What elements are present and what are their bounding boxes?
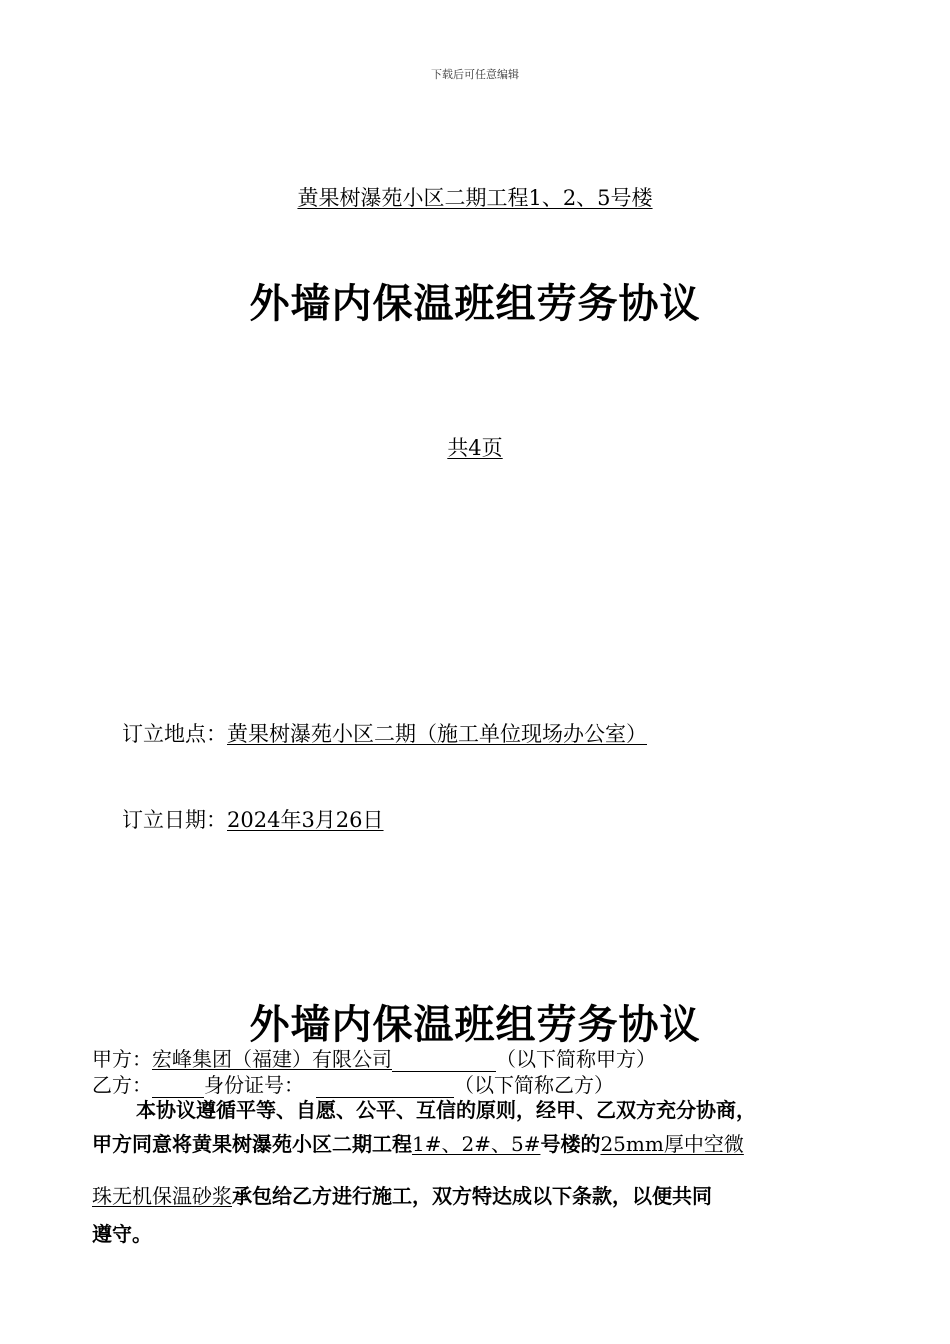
material-part-2: 珠无机保温砂浆 <box>92 1184 232 1208</box>
signing-place <box>122 718 647 748</box>
party-b-id-label: 身份证号： <box>204 1073 304 1097</box>
signing-date-value: 2024年3月26日 <box>227 808 384 832</box>
party-b-label: 乙方： <box>92 1073 152 1097</box>
agreement-title: 外墙内保温班组劳务协议 <box>249 1002 701 1048</box>
signing-date-label: 订立日期： <box>122 808 227 832</box>
header-note: 下载后可任意编辑 <box>431 68 519 81</box>
body-line-2 <box>92 1128 744 1157</box>
body-line-3 <box>92 1180 712 1209</box>
party-a-line <box>92 1043 656 1072</box>
project-name: 黄果树瀑苑小区二期工程1、2、5号楼 <box>297 186 653 210</box>
body-line-3-post: 承包给乙方进行施工，双方特达成以下条款，以便共同 <box>232 1184 712 1208</box>
body-line-4: 遵守。 <box>92 1222 152 1246</box>
party-a-suffix: （以下简称甲方） <box>496 1047 656 1071</box>
buildings: 1#、2#、5# <box>412 1132 541 1156</box>
signing-date <box>122 804 384 834</box>
party-b-suffix: （以下简称乙方） <box>454 1073 614 1097</box>
page-count: 共4页 <box>447 436 503 460</box>
body-line-1: 本协议遵循平等、自愿、公平、互信的原则，经甲、乙双方充分协商， <box>136 1098 756 1122</box>
document-title: 外墙内保温班组劳务协议 <box>249 281 701 327</box>
body-line-2-pre: 甲方同意将黄果树瀑苑小区二期工程 <box>92 1132 412 1156</box>
party-a-name: 宏峰集团（福建）有限公司 <box>152 1047 392 1071</box>
body-line-2-mid: 号楼的 <box>540 1132 601 1156</box>
signing-place-value: 黄果树瀑苑小区二期（施工单位现场办公室） <box>227 722 647 746</box>
signing-place-label: 订立地点： <box>122 722 227 746</box>
party-a-label: 甲方： <box>92 1047 152 1071</box>
material-part-1: 25mm厚中空微 <box>600 1132 744 1156</box>
